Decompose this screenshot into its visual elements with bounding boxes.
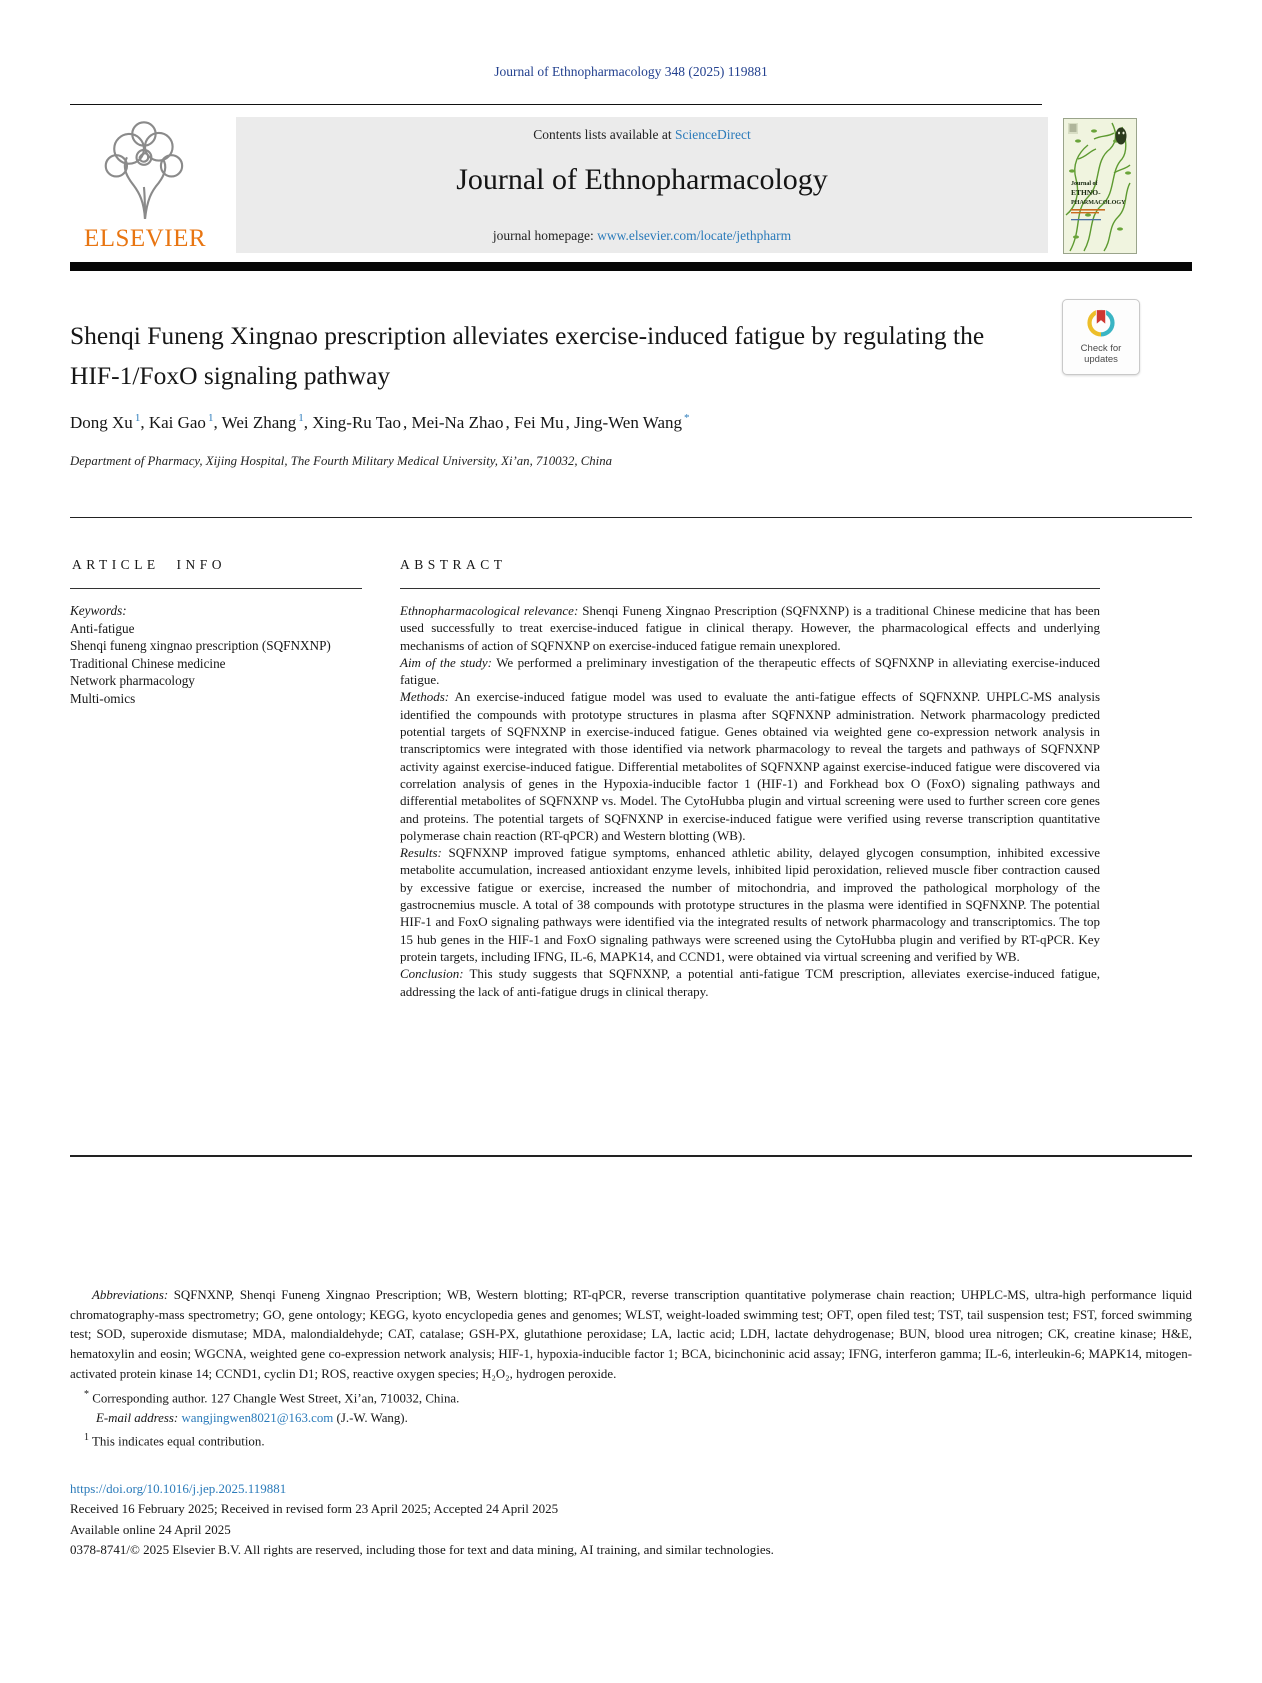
corresponding-author-note	[70, 1385, 1192, 1409]
author-separator: ,	[565, 412, 575, 432]
abstract-section-label: Results:	[400, 845, 442, 861]
author-mark: 1	[134, 412, 141, 424]
cover-ethno: ETHNO-	[1071, 188, 1101, 197]
author	[222, 413, 313, 432]
cover-orange-line	[1071, 209, 1105, 211]
cover-journal-of: Journal of	[1071, 181, 1098, 187]
cover-stamp	[1068, 123, 1078, 134]
available-online: Available online 24 April 2025	[70, 1521, 231, 1537]
abstract-section-text: An exercise-induced fatigue model was used to evaluate the anti-fatigue effects of SQFNXNP. UHPLC-MS analysis identified the compounds with prototype structures in plasma after SQFNXNP administration. Network pharmacology predicted potential targets of SQFNXNP in exercise-induced fatigue. Genes obtained via weighted gene co-expression network analysis in transcriptomics were integrated with those identified via network pharmacology to reveal the targets and pathways of SQFNXNP activity against exercise-induced fatigue. Differential metabolites of SQFNXNP against exercise-induced fatigue were discovered via correlation analysis of genes in the Hypoxia-inducible factor 1 (HIF-1) and Forkhead box O (FoxO) signaling pathways and differential metabolites of SQFNXNP vs. Model. The CytoHubba plugin and virtual screening were used to further screen core genes and proteins. The potential targets of SQFNXNP in exercise-induced fatigue were verified using reverse transcription quantitative polymerase chain reaction (RT-qPCR) and Western blotting (WB).	[400, 689, 1100, 843]
section-divider-rule	[70, 517, 1192, 518]
email-line	[70, 1409, 1192, 1429]
corresponding-mark: *	[84, 1388, 89, 1400]
contents-prefix: Contents lists available at	[533, 127, 675, 142]
email-link[interactable]: wangjingwen8021@163.com	[178, 1410, 334, 1425]
keyword-item: Shenqi funeng xingnao prescription (SQFNXNP)	[70, 638, 331, 653]
author-mark: 1	[207, 412, 214, 424]
journal-cover-thumbnail[interactable]	[1063, 118, 1137, 254]
abstract-section-conclusion	[400, 965, 1100, 1000]
cover-mask-figure	[1116, 128, 1127, 145]
equal-contribution-note	[70, 1428, 1192, 1452]
affiliation: Department of Pharmacy, Xijing Hospital, The Fourth Military Medical University, Xi’an, 710032, China	[70, 454, 613, 468]
article-title: Shenqi Funeng Xingnao prescription alleviates exercise-induced fatigue by regulating the HIF-1/FoxO signaling pathway	[70, 321, 985, 390]
cover-pharmacology: PHARMACOLOGY	[1071, 200, 1126, 206]
abstract-section-relevance	[400, 602, 1100, 654]
journal-banner	[236, 117, 1048, 253]
author	[149, 413, 222, 432]
abstract-section-label: Conclusion:	[400, 966, 464, 982]
author-separator: ,	[505, 412, 515, 432]
abstract-section-label: Aim of the study:	[400, 654, 492, 670]
abstract-bottom-rule	[70, 1155, 1192, 1157]
tree-canopy	[161, 155, 182, 176]
equal-mark: 1	[84, 1432, 89, 1444]
author-separator: ,	[140, 412, 149, 432]
author-mark: 1	[298, 412, 304, 424]
elsevier-tree-icon	[86, 117, 204, 221]
abstract-section-methods	[400, 688, 1100, 844]
tree-branch	[144, 187, 145, 219]
equal-text: This indicates equal contribution.	[89, 1434, 265, 1449]
author-name: Dong Xu	[70, 412, 133, 432]
sciencedirect-link[interactable]: ScienceDirect	[675, 127, 751, 142]
email-label: E-mail address:	[96, 1410, 179, 1425]
cover-blue-line	[1071, 219, 1101, 220]
abstract-section-label: Methods:	[400, 689, 450, 705]
keyword-item: Traditional Chinese medicine	[70, 655, 226, 671]
corresponding-text: Corresponding author. 127 Changle West Street, Xi’an, 710032, China.	[89, 1390, 460, 1405]
abstract-body	[400, 602, 1100, 1000]
author-name: Wei Zhang	[221, 412, 297, 432]
article-info-rule	[70, 588, 362, 589]
received-dates: Received 16 February 2025; Received in revised form 23 April 2025; Accepted 24 April 2025	[70, 1501, 559, 1517]
homepage-link[interactable]: www.elsevier.com/locate/jethpharm	[597, 228, 792, 243]
top-rule	[70, 104, 1042, 105]
abstract-section-aim	[400, 654, 1100, 689]
author	[574, 413, 689, 432]
homepage-line	[236, 228, 1048, 244]
abbreviations-paragraph	[70, 1286, 1192, 1385]
author	[312, 413, 411, 432]
keyword-item: Multi-omics	[70, 690, 136, 706]
author-list	[70, 412, 1120, 433]
abstract-section-text: Shenqi Funeng Xingnao Prescription (SQFNXNP) is a traditional Chinese medicine that has been used successfully to treat exercise-induced fatigue in clinical therapy. However, the pharmacological effects and underlying mechanisms of action of SQFNXNP on exercise-induced fatigue remain unexplored.	[400, 603, 1100, 653]
cover-art	[1064, 119, 1136, 253]
keyword-item: Anti-fatigue	[70, 620, 135, 636]
homepage-prefix: journal homepage:	[492, 228, 598, 243]
author	[411, 413, 514, 432]
elsevier-logo	[70, 117, 220, 253]
elsevier-wordmark: ELSEVIER	[83, 225, 207, 252]
abstract-heading: ABSTRACT	[400, 557, 507, 572]
abstract-section-text: SQFNXNP improved fatigue symptoms, enhanced athletic ability, delayed glycogen consumption, inhibited excessive metabolite accumulation, increased antioxidant enzyme levels, inhibited lipid peroxidation, relieved muscle fiber contraction caused by excessive fatigue or exercise, increased the number of mitochondria, and improved the pathological morphology of the gastrocnemius muscle. A total of 38 compounds with prototype structures in the plasma were identified in SQFNXNP. The potential HIF-1 and FoxO signaling pathways were identified via the integrated results of network pharmacology and transcriptomics. The top 15 hub genes in the HIF-1 and FoxO signaling pathways were screened using the CytoHubba plugin and verified by RT-qPCR. Key protein targets, including IFNG, IL-6, MAPK14, and CCND1, were obtained via virtual screening and verified by WB.	[400, 845, 1100, 964]
contents-line	[236, 127, 1048, 143]
abstract-section-results	[400, 844, 1100, 965]
author-separator: ,	[213, 412, 222, 432]
author-name: Jing-Wen Wang	[574, 412, 683, 432]
author-separator: ,	[303, 412, 313, 432]
author-separator: ,	[402, 412, 412, 432]
footer-block	[70, 1479, 1192, 1561]
author	[514, 413, 574, 432]
abstract-section-text: We performed a preliminary investigation of the therapeutic effects of SQFNXNP in alleviating exercise-induced fatigue.	[400, 654, 1100, 688]
author-corresponding-mark: *	[684, 412, 690, 424]
journal-name: Journal of Ethnopharmacology	[456, 163, 828, 196]
abbreviations-label: Abbreviations:	[92, 1288, 169, 1302]
badge-text-line1: Check for	[1080, 343, 1122, 354]
keywords-block	[70, 602, 332, 707]
author-name: Xing-Ru Tao	[312, 412, 401, 432]
check-for-updates-badge[interactable]	[1062, 299, 1140, 375]
doi-link[interactable]: https://doi.org/10.1016/j.jep.2025.119881	[70, 1481, 287, 1496]
copyright-line: 0378-8741/© 2025 Elsevier B.V. All rights are reserved, including those for text and data mining, AI training, and similar technologies.	[70, 1542, 774, 1558]
article-info-heading: ARTICLE INFO	[72, 557, 227, 572]
abstract-section-label: Ethnopharmacological relevance:	[400, 603, 579, 618]
author-name: Kai Gao	[148, 412, 206, 432]
author-name: Fei Mu	[514, 412, 564, 432]
crossmark-bookmark	[1096, 310, 1105, 325]
keyword-item: Network pharmacology	[70, 673, 195, 688]
author-name: Mei-Na Zhao	[411, 412, 504, 432]
abstract-section-text: This study suggests that SQFNXNP, a potential anti-fatigue TCM prescription, alleviates exercise-induced fatigue, addressing the lack of anti-fatigue drugs in clinical therapy.	[400, 966, 1100, 999]
abstract-rule	[400, 588, 1100, 589]
keywords-label: Keywords:	[70, 603, 127, 618]
crossmark-icon	[1084, 305, 1118, 339]
cover-orange-line2	[1071, 212, 1099, 213]
email-suffix: (J.-W. Wang).	[333, 1410, 408, 1425]
badge-text-line2: updates	[1084, 353, 1118, 365]
journal-citation: Journal of Ethnopharmacology 348 (2025) 119881	[494, 64, 768, 79]
abbreviations-text: SQFNXNP, Shenqi Funeng Xingnao Prescription; WB, Western blotting; RT-qPCR, reverse transcription quantitative polymerase chain reaction; UHPLC-MS, ultra-high performance liquid chromatography-mass spectrometry; GO, gene ontology; KEGG, kyoto encyclopedia genes and genomes; WLST, weight-loaded swimming test; OFT, open filed test; TST, tail suspension test; FST, forced swimming test; SOD, superoxide dismutase; MDA, malondialdehyde; CAT, catalase; GSH-PX, glutathione peroxidase; LA, lactic acid; LDH, lactate dehydrogenase; BUN, blood urea nitrogen; CK, creatine kinase; H&E, hematoxylin and eosin; WGCNA, weighted gene co-expression network analysis; HIF-1, hypoxia-inducible factor 1; BCA, bicinchoninic acid assay; IFNG, interferon gamma; IL-6, interleukin-6; MAPK14, mitogen-activated protein kinase 14; CCND1, cyclin D1; ROS, reactive oxygen species; H₂O₂, hydrogen peroxide.	[70, 1288, 1192, 1381]
footnotes-block	[70, 1286, 1192, 1452]
header-divider-bar	[70, 262, 1192, 271]
author	[70, 413, 149, 432]
